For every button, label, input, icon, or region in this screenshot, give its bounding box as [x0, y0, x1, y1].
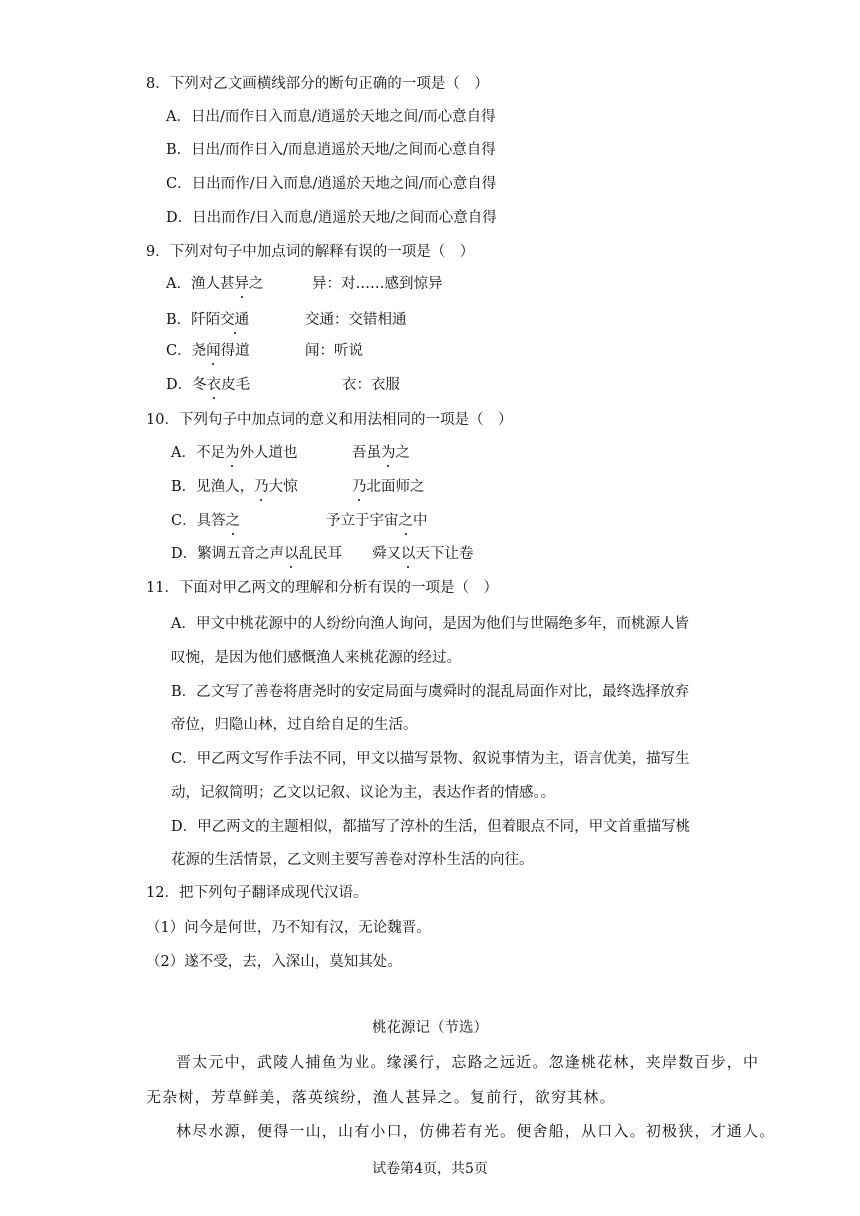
dotted-word: 为 [381, 445, 396, 461]
text-after: 皮毛 [221, 377, 251, 393]
passage-line: 无杂树，芳草鲜美，落英缤纷，渔人甚异之。复前行，欲穷其林。 [146, 1088, 616, 1106]
dotted-word: 闻 [206, 343, 221, 359]
q10-option-b [171, 477, 298, 497]
q11-line: 叹惋，是因为他们感慨渔人来桃花源的经过。 [171, 650, 461, 666]
text-after: 之 [248, 276, 264, 292]
dotted-word: 交通 [220, 312, 250, 328]
q9-option-d [166, 375, 250, 395]
dotted-word: 为 [224, 445, 240, 461]
q8-option-b: B．日出/而作日入/而息逍遥於天地/之间而心意自得 [166, 142, 496, 158]
dotted-word: 异 [234, 276, 249, 292]
text-before: D．冬 [166, 377, 207, 393]
dotted-word: 以 [284, 546, 299, 562]
q8-stem: 8．下列对乙文画横线部分的断句正确的一项是（ ） [146, 76, 489, 92]
dotted-word: 之 [398, 513, 413, 529]
text-before: B．阡陌 [166, 312, 221, 328]
q9-option-c [166, 341, 250, 361]
text-before: A．不足 [171, 445, 225, 461]
text-before: C．尧 [166, 343, 207, 359]
q8-option-a: A．日出/而作日入而息/逍遥於天地之间/而心意自得 [166, 109, 496, 125]
dotted-word: 乃 [352, 479, 367, 495]
dotted-word: 之 [225, 513, 241, 529]
q9-stem: 9．下列对句子中加点词的解释有误的一项是（ ） [146, 244, 475, 260]
dotted-word: 以 [401, 546, 416, 562]
q8-option-c: C．日出而作/日入而息/逍遥於天地之间/而心意自得 [166, 176, 497, 192]
text-after: 得道 [220, 343, 250, 359]
text-before: D．繁调五音之声 [171, 546, 285, 562]
q10-option-d [171, 544, 342, 564]
text-after: 之 [395, 445, 410, 461]
q12-item-1: （1）问今是何世，乃不知有汉，无论魏晋。 [146, 920, 431, 936]
dotted-word: 乃 [254, 479, 269, 495]
q11-line: 动，记叙简明；乙文以记叙、议论为主，表达作者的情感。。 [171, 785, 556, 801]
q10-option-d-right [372, 544, 474, 564]
q9-gloss-d: 衣：衣服 [342, 377, 400, 393]
passage-line: 晋太元中，武陵人捕鱼为业。缘溪行，忘路之远近。忽逢桃花林，夹岸数百步，中 [176, 1053, 760, 1071]
text-before: 吾虽 [352, 445, 381, 461]
q11-line: 帝位，归隐山林，过自给自足的生活。 [171, 717, 418, 733]
q10-option-b-right [352, 477, 425, 497]
q9-gloss-c: 闻：听说 [305, 343, 363, 359]
page-footer: 试卷第4页，共5页 [372, 1161, 488, 1177]
text-after: 外人道也 [239, 445, 298, 461]
q9-gloss-b: 交通：交错相通 [305, 312, 407, 328]
text-before: A．渔人甚 [166, 276, 235, 292]
q11-stem: 11．下面对甲乙两文的理解和分析有误的一项是（ ） [146, 580, 498, 596]
q10-option-a-right [352, 443, 410, 463]
text-before: 予立于宇宙 [326, 513, 399, 529]
q11-line: C．甲乙两文写作手法不同，甲文以描写景物、叙说事情为主，语言优美，描写生 [171, 751, 690, 767]
q9-option-a [166, 274, 263, 294]
q10-stem: 10．下列句子中加点词的意义和用法相同的一项是（ ） [146, 412, 513, 428]
passage-line: 林尽水源，便得一山，山有小口，仿佛若有光。便舍船，从口入。初极狭，才通人。 [176, 1122, 776, 1140]
text-after: 北面师之 [366, 479, 425, 495]
q12-item-2: （2）遂不受，去，入深山，莫知其处。 [146, 954, 402, 970]
q11-line: 花源的生活情景，乙文则主要写善卷对淳朴生活的向往。 [171, 852, 534, 868]
q10-option-c [171, 511, 240, 531]
q8-option-d: D．日出而作/日入而息/逍遥於天地/之间而心意自得 [166, 210, 497, 226]
text-before: 舜又 [372, 546, 401, 562]
q9-gloss-a: 异：对……感到惊异 [312, 276, 443, 292]
q9-option-b [166, 310, 249, 330]
q10-option-c-right [326, 511, 428, 531]
passage-title: 桃花源记（节选） [372, 1020, 488, 1036]
q11-line: D．甲乙两文的主题相似，都描写了淳朴的生活，但着眼点不同，甲文首重描写桃 [171, 819, 691, 835]
text-after: 天下让卷 [415, 546, 474, 562]
text-after: 乱民耳 [298, 546, 343, 562]
q11-line: A．甲文中桃花源中的人纷纷向渔人询问，是因为他们与世隔绝多年，而桃源人皆 [171, 616, 689, 632]
q12-stem: 12．把下列句子翻译成现代汉语。 [146, 885, 368, 901]
text-after: 中 [413, 513, 428, 529]
text-after: 大惊 [268, 479, 298, 495]
q10-option-a [171, 443, 297, 463]
dotted-word: 衣 [206, 377, 222, 393]
text-before: B．见渔人， [171, 479, 255, 495]
text-before: C．具答 [171, 513, 226, 529]
q11-line: B．乙文写了善卷将唐尧时的安定局面与虞舜时的混乱局面作对比，最终选择放弃 [171, 684, 690, 700]
